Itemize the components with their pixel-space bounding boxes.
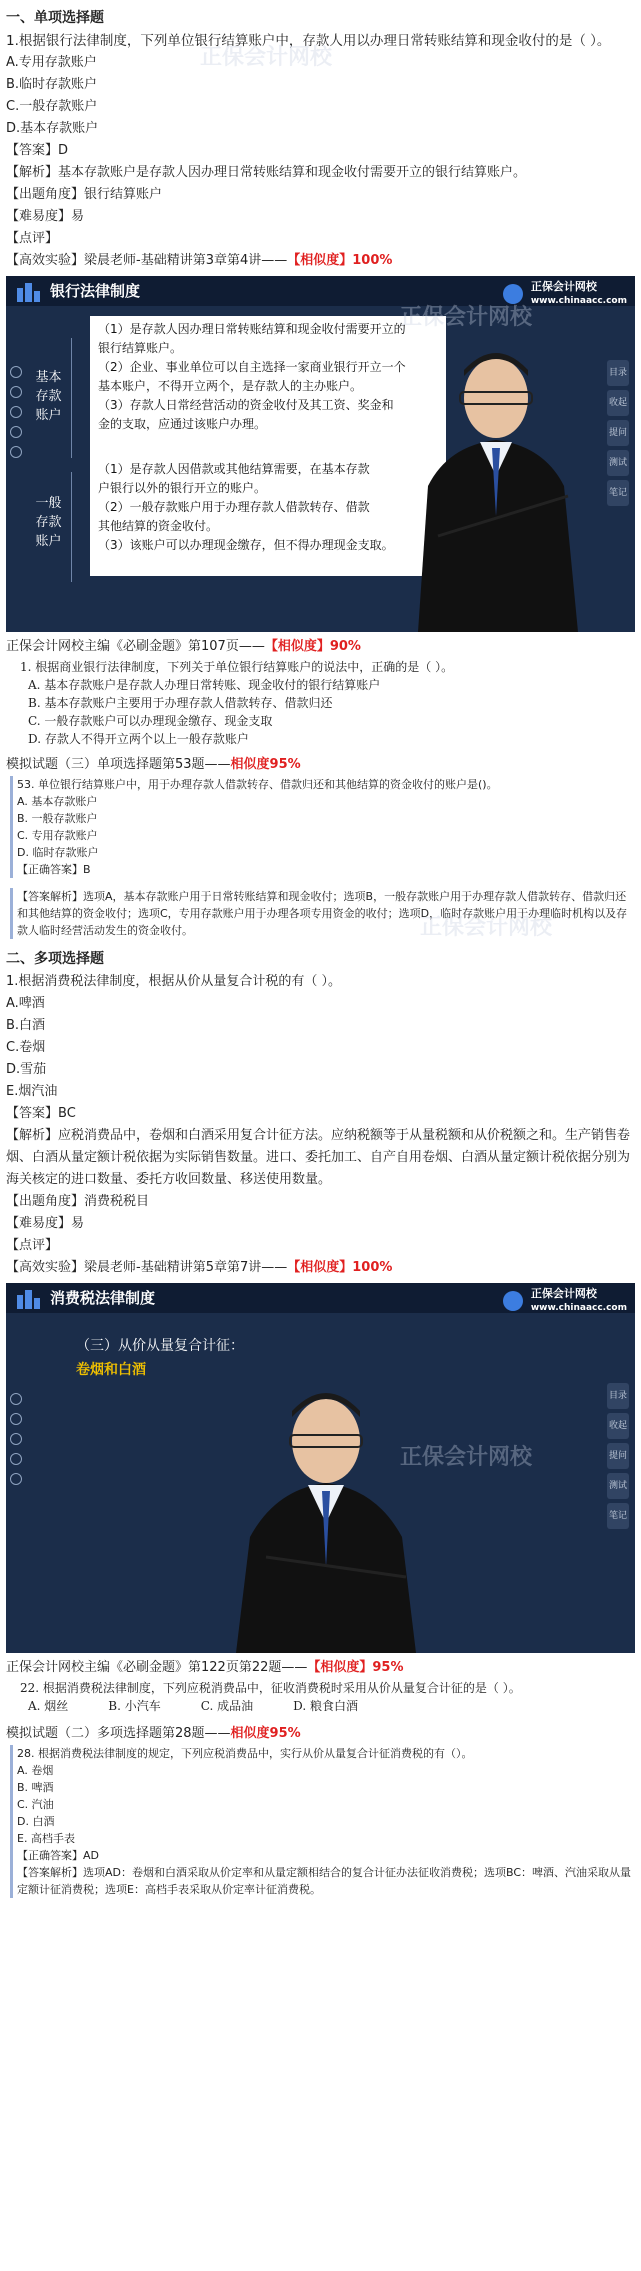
toolbar-test-button[interactable]: 测试 xyxy=(607,450,629,476)
video-header-title: 消费税法律制度 xyxy=(50,1289,156,1307)
book-option-b: B. 小汽车 xyxy=(108,1699,161,1713)
mock-document xyxy=(10,776,635,878)
book-option-a: A. 基本存款账户是存款人办理日常转账、现金收付的银行结算账户 xyxy=(28,678,381,692)
book-line xyxy=(0,636,641,658)
mock-line xyxy=(0,1723,641,1745)
box-line: （3）该账户可以办理现金缴存，但不得办理现金支取。 xyxy=(98,538,394,552)
control-dot-icon[interactable] xyxy=(10,1393,22,1405)
video-header xyxy=(6,276,635,306)
mock-line xyxy=(0,754,641,776)
experiment-line xyxy=(0,250,641,272)
similarity: 【相似度】100% xyxy=(287,1260,393,1275)
box-line: （1）是存款人因办理日常转账结算和现金收付需要开立的 xyxy=(98,322,406,336)
watermark: 正保会计网校 xyxy=(400,305,533,330)
book-option-d: D. 存款人不得开立两个以上一般存款账户 xyxy=(28,732,249,746)
book-line xyxy=(0,1657,641,1679)
term-general-account-label: 一般 存款 账户 xyxy=(35,496,62,549)
answer: 【答案】D xyxy=(6,143,69,158)
watermark: 正保会计网校 xyxy=(200,45,333,70)
logo-icon xyxy=(503,284,523,304)
mock-source: 模拟试题（二）多项选择题第28题—— xyxy=(6,1726,231,1741)
box-line: 基本账户，不得开立两个，是存款人的主办账户。 xyxy=(98,379,363,393)
book-question: 1. 根据商业银行法律制度，下列关于单位银行结算账户的说法中，正确的是（ ）。 xyxy=(20,660,454,674)
similarity: 【相似度】100% xyxy=(287,253,393,268)
video-header xyxy=(6,1283,635,1313)
question-angle: 【出题角度】银行结算账户 xyxy=(6,187,163,202)
book-options-row xyxy=(0,1697,641,1715)
option-c: C.卷烟 xyxy=(6,1040,46,1055)
question-angle: 【出题角度】消费税税目 xyxy=(6,1194,150,1209)
box-line: 银行结算账户。 xyxy=(98,341,183,355)
control-dot-icon[interactable] xyxy=(10,366,22,378)
control-dot-icon[interactable] xyxy=(10,446,22,458)
general-account-box xyxy=(90,456,446,576)
mock-source: 模拟试题（三）单项选择题第53题—— xyxy=(6,757,231,772)
option-a: A.专用存款账户 xyxy=(6,55,97,70)
experiment-line xyxy=(0,1257,641,1279)
mock-analysis: 【答案解析】选项AD：卷烟和白酒采取从价定率和从量定额相结合的复合计征办法征收消费税；选项BC：啤酒、汽油采取从量定额计征消费税；选项E：高档手表采取从价定率计征消费税。 xyxy=(17,1866,632,1896)
mock-option-b: B. 啤酒 xyxy=(17,1781,54,1794)
comment: 【点评】 xyxy=(6,231,59,246)
video-highlight: 卷烟和白酒 xyxy=(76,1362,146,1378)
watermark: 正保会计网校 xyxy=(400,1445,533,1470)
toolbar-collapse-button[interactable]: 收起 xyxy=(607,1413,629,1439)
mock-option-d: D. 临时存款账户 xyxy=(17,846,99,859)
video-header-title: 银行法律制度 xyxy=(50,282,141,300)
logo-name: 正保会计网校 xyxy=(530,280,597,293)
mock-option-b: B. 一般存款账户 xyxy=(17,812,98,825)
box-line: （3）存款人日常经营活动的资金收付及其工资、奖金和 xyxy=(98,398,394,412)
building-icon xyxy=(16,282,42,302)
logo-url: www.chinaacc.com xyxy=(530,296,627,306)
book-option-d: D. 粮食白酒 xyxy=(293,1699,358,1713)
lecture-video-frame[interactable] xyxy=(6,276,635,632)
book-option-c: C. 一般存款账户可以办理现金缴存、现金支取 xyxy=(28,714,273,728)
control-pen-icon[interactable] xyxy=(10,406,22,418)
difficulty: 【难易度】易 xyxy=(6,209,85,224)
section-title-single-choice: 一、单项选择题 xyxy=(6,10,104,26)
toolbar-catalog-button[interactable]: 目录 xyxy=(607,360,629,386)
option-e: E.烟汽油 xyxy=(6,1084,58,1099)
option-c: C.一般存款账户 xyxy=(6,99,98,114)
box-line: （2）一般存款账户用于办理存款人借款转存、借款 xyxy=(98,500,370,514)
analysis: 【解析】基本存款账户是存款人因办理日常转账结算和现金收付需要开立的银行结算账户。 xyxy=(6,165,527,180)
similarity: 相似度95% xyxy=(230,757,301,772)
toolbar-ask-button[interactable]: 提问 xyxy=(607,420,629,446)
book-source: 正保会计网校主编《必刷金题》第107页—— xyxy=(6,639,265,654)
presenter-image xyxy=(398,336,598,632)
section-title-multi-choice: 二、多项选择题 xyxy=(6,951,104,967)
toolbar-ask-button[interactable]: 提问 xyxy=(607,1443,629,1469)
toolbar-collapse-button[interactable]: 收起 xyxy=(607,390,629,416)
toolbar-notes-button[interactable]: 笔记 xyxy=(607,480,629,506)
question-text: 1.根据消费税法律制度，根据从价从量复合计税的有（ ）。 xyxy=(6,974,342,989)
school-logo xyxy=(503,280,627,308)
mock-analysis: 【答案解析】选项A，基本存款账户用于日常转账结算和现金收付；选项B，一般存款账户用于办理存款人借款转存、借款归还和其他结算的资金收付；选项C，专用存款账户用于办理各项专用资金的收付；选项D，临时存款账户用于办理临时机构以及存款人临时经营活动发生的资金收付。 xyxy=(10,888,635,939)
mock-answer: 【正确答案】B xyxy=(17,863,91,876)
term-general-account xyxy=(26,472,72,582)
video-subtitle: （三）从价从量复合计征： xyxy=(76,1338,244,1354)
control-dot-icon[interactable] xyxy=(10,426,22,438)
similarity: 【相似度】90% xyxy=(264,639,361,654)
mock-question: 28. 根据消费税法律制度的规定，下列应税消费品中，实行从价从量复合计征消费税的有（）。 xyxy=(17,1747,473,1760)
option-d: D.基本存款账户 xyxy=(6,121,99,136)
logo-icon xyxy=(503,1291,523,1311)
box-line: 其他结算的资金收付。 xyxy=(98,519,219,533)
presenter-image xyxy=(206,1377,446,1653)
analysis: 【解析】应税消费品中，卷烟和白酒采用复合计征方法。应纳税额等于从量税额和从价税额之和。生产销售卷烟、白酒从量定额计税依据为实际销售数量。进口、委托加工、自产自用卷烟、白酒从量定额计税依据分别为海关核定的进口数量、委托方收回数量、移送使用数量。 xyxy=(6,1128,631,1187)
toolbar-catalog-button[interactable]: 目录 xyxy=(607,1383,629,1409)
similarity: 相似度95% xyxy=(230,1726,301,1741)
logo-name: 正保会计网校 xyxy=(530,1287,597,1300)
building-icon xyxy=(16,1289,42,1309)
mock-document xyxy=(10,1745,635,1898)
box-line: （2）企业、事业单位可以自主选择一家商业银行开立一个 xyxy=(98,360,406,374)
question-text: 1.根据银行法律制度，下列单位银行结算账户中，存款人用以办理日常转账结算和现金收付的是（ ）。 xyxy=(6,33,611,49)
answer: 【答案】BC xyxy=(6,1106,76,1121)
mock-option-c: C. 汽油 xyxy=(17,1798,54,1811)
option-d: D.雪茄 xyxy=(6,1062,47,1077)
box-line: 金的支取，应通过该账户办理。 xyxy=(98,417,267,431)
video-left-controls[interactable] xyxy=(10,366,22,466)
book-option-b: B. 基本存款账户主要用于办理存款人借款转存、借款归还 xyxy=(28,696,333,710)
book-option-c: C. 成品油 xyxy=(200,1699,254,1713)
lecture-video-frame[interactable] xyxy=(6,1283,635,1653)
book-source: 正保会计网校主编《必刷金题》第122页第22题—— xyxy=(6,1660,308,1675)
box-line: （1）是存款人因借款或其他结算需要，在基本存款 xyxy=(98,462,370,476)
logo-url: www.chinaacc.com xyxy=(530,1303,627,1313)
term-basic-account-label: 基本 存款 账户 xyxy=(35,370,62,423)
school-logo xyxy=(503,1287,627,1315)
control-dot-icon[interactable] xyxy=(10,1473,22,1485)
book-option-a: A. 烟丝 xyxy=(28,1699,69,1713)
similarity: 【相似度】95% xyxy=(307,1660,404,1675)
control-pen-icon[interactable] xyxy=(10,1433,22,1445)
video-right-toolbar[interactable] xyxy=(607,1383,629,1533)
option-b: B.临时存款账户 xyxy=(6,77,98,92)
comment: 【点评】 xyxy=(6,1238,59,1253)
control-dot-icon[interactable] xyxy=(10,1453,22,1465)
mock-option-d: D. 白酒 xyxy=(17,1815,55,1828)
toolbar-notes-button[interactable]: 笔记 xyxy=(607,1503,629,1529)
basic-account-box xyxy=(90,316,446,456)
mock-question: 53. 单位银行结算账户中，用于办理存款人借款转存、借款归还和其他结算的资金收付的账户是()。 xyxy=(17,778,498,791)
control-dot-icon[interactable] xyxy=(10,386,22,398)
mock-option-a: A. 基本存款账户 xyxy=(17,795,98,808)
term-basic-account xyxy=(26,338,72,458)
mock-option-e: E. 高档手表 xyxy=(17,1832,75,1845)
book-question: 22. 根据消费税法律制度，下列应税消费品中，征收消费税时采用从价从量复合计征的是（ ）。 xyxy=(20,1681,521,1695)
experiment-source: 【高效实验】梁晨老师-基础精讲第5章第7讲—— xyxy=(6,1260,288,1275)
video-left-controls[interactable] xyxy=(10,1393,22,1493)
experiment-source: 【高效实验】梁晨老师-基础精讲第3章第4讲—— xyxy=(6,253,288,268)
watermark: 正保会计网校 xyxy=(420,915,553,940)
difficulty: 【难易度】易 xyxy=(6,1216,85,1231)
video-right-toolbar[interactable] xyxy=(607,360,629,510)
mock-option-a: A. 卷烟 xyxy=(17,1764,54,1777)
box-line: 户银行以外的银行开立的账户。 xyxy=(98,481,267,495)
control-dot-icon[interactable] xyxy=(10,1413,22,1425)
toolbar-test-button[interactable]: 测试 xyxy=(607,1473,629,1499)
mock-option-c: C. 专用存款账户 xyxy=(17,829,98,842)
mock-answer: 【正确答案】AD xyxy=(17,1849,99,1862)
option-a: A.啤酒 xyxy=(6,996,45,1011)
option-b: B.白酒 xyxy=(6,1018,46,1033)
